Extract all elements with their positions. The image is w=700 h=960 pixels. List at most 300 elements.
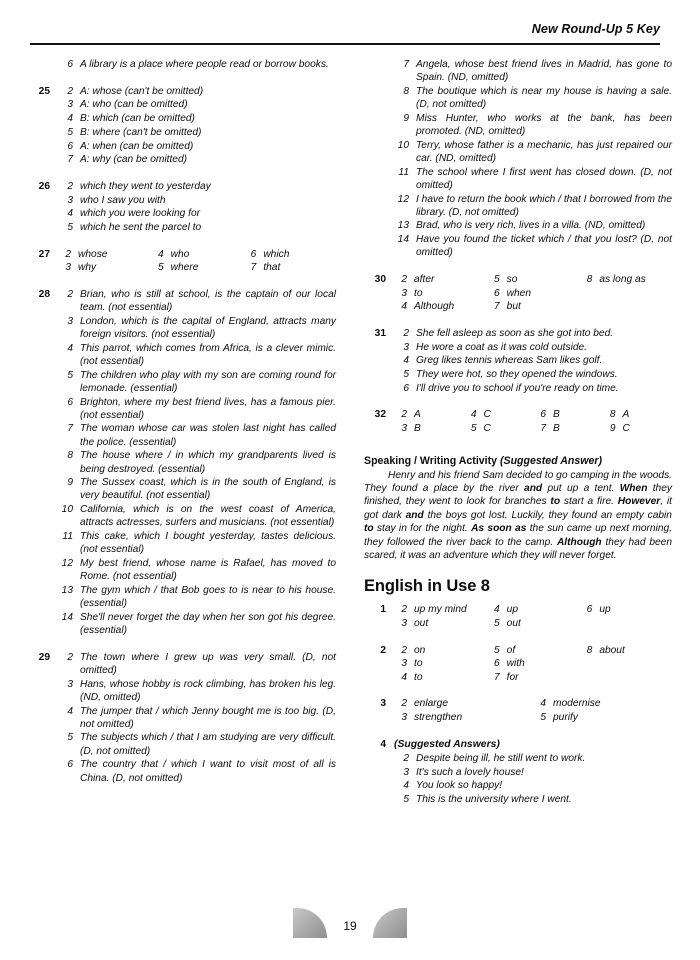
body-columns [0,58,700,820]
answer-item-number: 7 [67,154,73,166]
answer-grid-cell [533,711,672,725]
answer-grid-number: 6 [540,409,546,421]
answer-grid-cell [394,273,487,287]
answer-item-text: She'll never forget the day when her son got his degree. (essential) [80,611,336,636]
answer-item-text: London, which is the capital of England, attracts many foreign visitors. (not essential) [80,315,336,341]
answer-item [394,193,672,219]
answer-item-number: 9 [403,112,409,124]
answer-item-number: 12 [61,557,73,569]
answer-item-number: 2 [67,288,73,300]
right-column [350,58,700,820]
answer-grid [58,248,336,275]
exercise-number: 26 [38,180,50,192]
answer-item-text: A: when (can be omitted) [80,140,194,152]
answer-item [394,58,672,84]
paragraph-emphasis: to [364,523,374,535]
exercise-block [364,738,672,807]
answer-item-number: 5 [67,369,73,381]
answer-item-text: The gym which / that Bob goes to is near to his house. (essential) [80,584,336,610]
answer-item [58,315,336,341]
answer-grid-cell [603,408,673,422]
answer-grid-cell [533,408,603,422]
answer-grid-text: to [414,671,423,683]
exercise-number: 2 [380,644,386,656]
paragraph-emphasis: As soon as [471,523,527,535]
answer-item-text: The jumper that / which Jenny bought me is too big. (D, not omitted) [80,705,336,730]
answer-grid-text: Although [414,301,455,313]
answer-item-number: 2 [67,85,73,97]
answer-grid-cell [151,261,244,275]
answer-grid-text: C [483,422,491,434]
answer-grid-text: out [414,617,429,629]
answer-item-text: which you were looking for [80,208,201,220]
answer-grid-text: that [263,262,281,274]
answer-item-text: Terry, whose father is a mechanic, has just repaired our car. (ND, omitted) [416,139,672,164]
answer-item-text: I'll drive you to school if you're ready on time. [416,382,619,394]
answer-grid-number: 3 [65,262,71,274]
answer-item-number: 7 [403,59,409,70]
answer-grid-text: out [506,617,521,629]
answer-grid-number: 5 [540,711,546,723]
answer-grid-cell [579,273,672,287]
paragraph-text: they had been scared, it was an adventure which they will never forget. [364,536,672,561]
answer-grid-text: up [506,604,518,616]
answer-grid-cell [579,657,672,671]
answer-item-text: The school where I first went has closed down. (D, not omitted) [416,166,672,191]
answer-grid-number: 4 [401,301,407,313]
answer-item-number: 6 [67,396,73,408]
suggested-answers-label: (Suggested Answers) [394,738,500,750]
paragraph-text: they finished, they went to look for branches [364,482,672,508]
answer-item-text: I have to return the book which / that I borrowed from the library. (D, not omitted) [416,193,672,218]
answer-item-text: This cake, which I bought yesterday, tastes delicious. (not essential) [80,531,336,556]
answer-grid-text: strengthen [414,711,463,723]
answer-item-number: 11 [62,531,73,543]
answer-grid-number: 2 [401,604,407,616]
answer-item [58,180,336,193]
answer-item-number: 3 [67,194,73,206]
answer-item [394,793,672,806]
answer-grid-cell [487,657,580,671]
answer-item-number: 8 [67,450,73,462]
answer-grid-cell [487,300,580,314]
exercise-body [386,273,672,314]
answer-item [58,530,336,556]
answer-grid-cell [394,671,487,685]
answer-item-number: 10 [61,504,73,516]
answer-item-text: B: where (can't be omitted) [80,126,202,138]
answer-item [58,758,336,784]
answer-item [394,85,672,111]
answer-item [394,341,672,354]
answer-item-text: It's such a lovely house! [416,766,524,778]
answer-item-number: 4 [67,705,73,717]
answer-item-number: 3 [67,315,73,327]
answer-item [58,126,336,139]
answer-item-text: This parrot, which comes from Africa, is a clever mimic. (not essential) [80,342,336,367]
answer-grid-number: 6 [250,248,257,260]
exercise-number: 28 [38,288,50,300]
answer-item-number: 5 [67,222,73,234]
answer-grid-cell [394,657,487,671]
answer-grid-number: 2 [401,274,407,286]
exercise-block [28,288,336,638]
answer-grid-number: 7 [540,422,546,434]
answer-item-text: Despite being ill, he still went to work. [416,752,586,764]
answer-item-text: The house where / in which my grandparents lived is being destroyed. (essential) [80,450,336,475]
answer-item-number: 4 [403,355,409,367]
answer-item-number: 2 [403,752,409,764]
answer-grid-number: 7 [493,301,500,313]
answer-grid-text: A [414,409,421,421]
answer-grid-text: up my mind [414,604,467,616]
answer-item-text: You look so happy! [416,780,503,792]
exercise-block [28,651,336,786]
speaking-writing-heading [364,454,672,468]
answer-item [394,112,672,138]
answer-item-number: 14 [61,611,73,623]
answer-grid-number: 4 [493,604,500,616]
header-rule [30,43,660,45]
answer-item-text: B: which (can be omitted) [80,113,195,125]
answer-item-number: 3 [403,766,409,778]
continued-exercise-block [28,58,336,72]
answer-grid-cell [487,671,580,685]
answer-grid-number: 4 [470,409,477,421]
answer-item-text: He wore a coat as it was cold outside. [416,341,588,353]
answer-item-text: A: who (can be omitted) [80,99,188,111]
answer-grid-cell [394,644,487,658]
paragraph-emphasis: and [405,509,424,521]
answer-item-text: A: why (can be omitted) [80,154,188,166]
answer-grid-text: why [78,262,97,274]
answer-item-number: 4 [67,342,73,354]
speaking-writing-paragraph [364,469,672,563]
exercise-body [386,644,672,685]
exercise-number: 3 [380,698,386,710]
answer-item-number: 6 [403,382,409,394]
paragraph-emphasis: However [617,496,661,508]
left-continued-items [28,58,336,72]
paragraph-emphasis: Although [556,536,602,548]
continued-exercise-block [364,58,672,260]
answer-grid-cell [394,617,487,631]
answer-grid [394,408,672,435]
exercise-number: 27 [38,248,50,260]
answer-grid-cell [58,261,151,275]
left-column [0,58,350,820]
answer-grid-number: 7 [250,262,257,274]
answer-item [394,752,672,765]
exercise-block [28,85,336,167]
page-number: 19 [343,919,357,933]
answer-grid-cell [464,408,534,422]
exercise-body [386,327,672,396]
answer-grid-number: 8 [609,409,616,421]
answer-grid-cell [394,287,487,301]
answer-grid-text: A [622,409,630,421]
left-exercise-list [28,85,336,786]
exercise-number: 25 [38,85,50,97]
answer-item-number: 5 [403,794,409,806]
answer-item-text: The children who play with my son are coming round for lemonade. (essential) [80,369,336,394]
answer-grid-number: 6 [586,604,593,616]
answer-grid-text: B [414,422,421,434]
answer-item-number: 10 [397,139,409,151]
answer-grid-cell [464,422,534,436]
answer-grid-text: where [170,262,199,274]
answer-item [58,584,336,610]
answer-grid-cell [394,697,533,711]
answer-grid-text: up [599,604,611,616]
answer-grid-number: 3 [401,617,407,629]
answer-item [58,288,336,314]
exercise-number: 30 [374,274,386,286]
answer-item [58,678,336,704]
answer-item [58,58,336,71]
running-head: New Round-Up 5 Key [531,22,660,36]
exercise-block [364,697,672,724]
answer-grid-number: 3 [401,422,407,434]
answer-item [394,779,672,792]
exercise-body [50,248,336,275]
exercise-body [50,288,336,638]
answer-grid-cell [487,617,580,631]
section-title-english-in-use-8: English in Use 8 [364,577,490,596]
answer-grid-cell [394,300,487,314]
answer-item-number: 4 [403,780,409,792]
exercise-block [28,180,336,235]
answer-item-text: Miss Hunter, who works at the bank, has been promoted. (ND, omitted) [416,112,672,138]
exercise-block [364,603,672,630]
answer-grid-text: when [506,287,532,299]
quarter-disc-left-icon [293,908,327,938]
answer-grid-number: 2 [401,409,407,421]
answer-item-number: 6 [67,759,73,771]
answer-item [394,354,672,367]
paragraph-emphasis: When [619,482,648,494]
answer-grid-text: but [506,301,521,313]
answer-grid-text: so [506,274,518,286]
answer-grid-cell [579,603,672,617]
exercise-body [386,697,672,724]
answer-item [58,422,336,448]
answer-grid-number: 5 [493,274,500,286]
answer-item [58,731,336,757]
paragraph-emphasis: to [550,496,561,508]
answer-item-number: 3 [67,99,73,111]
answer-item-text: She fell asleep as soon as she got into bed. [416,327,614,339]
answer-item-number: 5 [403,368,409,380]
answer-grid-text: with [506,658,525,670]
answer-item-number: 8 [403,85,409,97]
answer-grid-cell [579,671,672,685]
exercise-number: 32 [374,409,386,421]
answer-grid-number: 5 [493,617,500,629]
exercise-body [50,85,336,167]
answer-item-number: 2 [67,651,73,663]
answer-item-text: Have you found the ticket which / that you lost? (D, not omitted) [416,234,672,259]
paragraph-text: start a fire. [560,496,618,508]
answer-item [58,369,336,395]
exercise-number: 31 [374,327,386,339]
answer-item [58,98,336,111]
answer-item [58,651,336,677]
answer-grid-cell [533,422,603,436]
answer-grid-cell [151,248,244,262]
answer-item-text: Greg likes tennis whereas Sam likes golf. [416,355,603,367]
answer-grid-cell [243,248,336,262]
answer-item-text: This is the university where I went. [416,794,572,806]
answer-grid-cell [394,408,464,422]
answer-grid-text: which [263,248,290,260]
answer-item-number: 2 [67,180,73,192]
answer-item-number: 5 [67,126,73,138]
english-in-use-exercise-list [364,603,672,806]
answer-grid-text: who [170,248,190,260]
answer-item-text: Brian, who is still at school, is the captain of our local team. (not essential) [80,288,336,314]
answer-grid-number: 6 [493,287,500,299]
right-exercise-list [364,273,672,435]
answer-grid-text: about [599,644,625,656]
answer-item [58,153,336,166]
exercise-block [364,408,672,435]
answer-item [58,207,336,220]
answer-item [394,219,672,232]
exercise-block [364,644,672,685]
continued-exercise-body [386,58,672,260]
paragraph-text: the sun came up next morning, they followed the river back to the camp. [364,523,672,548]
answer-item-text: Brighton, where my best friend lives, has a famous pier. (not essential) [80,396,336,421]
answer-grid-number: 3 [401,287,407,299]
answer-item [58,476,336,502]
answer-grid-number: 5 [157,262,164,274]
answer-item-text: Brad, who is very rich, lives in a villa. (ND, omitted) [416,220,646,232]
answer-grid-number: 5 [470,422,477,434]
answer-grid-text: B [553,409,560,421]
answer-item [58,85,336,98]
answer-item-text: A: whose (can't be omitted) [80,85,204,97]
answer-grid-text: to [414,287,423,299]
answer-item [58,194,336,207]
answer-grid-text: purify [553,711,578,723]
answer-item-number: 2 [403,327,409,339]
answer-item-text: Hans, whose hobby is rock climbing, has broken his leg. (ND, omitted) [80,678,336,703]
answer-item-number: 5 [67,732,73,744]
answer-item-number: 14 [397,234,409,246]
answer-grid-text: modernise [553,698,601,710]
answer-grid-number: 4 [540,698,546,710]
answer-item [58,705,336,731]
answer-item-text: The subjects which / that I am studying are very difficult. (D, not omitted) [80,732,336,757]
answer-item-number: 3 [403,341,409,353]
answer-grid-number: 4 [157,248,164,260]
answer-grid-cell [487,273,580,287]
answer-item-text: The country that / which I want to visit most of all is China. (D, not omitted) [80,759,336,784]
paragraph-text: stay in for the night. [373,523,472,535]
answer-item [394,766,672,779]
answer-grid-cell [579,300,672,314]
answer-grid-text: after [414,274,435,286]
answer-grid-cell [394,422,464,436]
exercise-body [50,180,336,235]
answer-grid [394,273,672,314]
answer-item-number: 13 [397,220,409,232]
answer-grid [394,603,672,630]
quarter-disc-right-icon [373,908,407,938]
answer-grid-number: 3 [401,658,407,670]
exercise-body [386,603,672,630]
exercise-body [386,408,672,435]
answer-grid-text: C [483,409,491,421]
answer-item-text: California, which is on the west coast of America, attracts actresses, surfers and musicians. (not essential) [80,504,336,529]
exercise-number: 4 [380,738,386,750]
answer-grid-number: 6 [493,658,500,670]
answer-item [394,327,672,340]
answer-grid-number: 2 [401,644,407,656]
answer-item-number: 6 [67,140,73,152]
answer-item-number: 13 [61,584,73,596]
answer-item-number: 4 [67,208,73,220]
exercise-number: 1 [380,604,386,616]
speaking-writing-heading-plain: Speaking / Writing Activity [364,454,500,467]
exercise-block [364,327,672,396]
answer-item-text: The boutique which is near my house is having a sale. (D, not omitted) [416,85,672,111]
answer-item-text: which they went to yesterday [80,180,211,192]
answer-grid-text: for [506,671,519,683]
answer-grid-cell [579,287,672,301]
answer-item [394,139,672,165]
answer-grid-text: as long as [599,274,646,286]
exercise-number: 29 [38,651,50,663]
paragraph-text: Henry and his friend Sam decided to go camping in the woods. They found a place by the river [364,469,672,494]
page-footer [0,906,700,946]
answer-grid-cell [394,603,487,617]
answer-item [58,396,336,422]
answer-grid-text: B [553,422,560,434]
answer-item-text: A library is a place where people read or borrow books. [80,59,329,70]
exercise-body [386,738,672,807]
answer-item-text: The woman whose car was stolen last night has called the police. (essential) [80,423,336,448]
answer-item-number: 12 [397,193,409,205]
answer-grid-number: 2 [401,698,407,710]
answer-grid-number: 4 [401,671,407,683]
answer-item [58,503,336,529]
answer-item [58,557,336,583]
answer-grid-text: whose [78,248,108,260]
answer-grid-number: 9 [609,422,616,434]
answer-item [58,342,336,368]
paragraph-emphasis: and [524,482,543,494]
answer-grid-cell [579,617,672,631]
continued-exercise-body [50,58,336,72]
answer-grid-number: 8 [586,644,593,656]
answer-item-number: 3 [67,678,73,690]
answer-item-text: They were hot, so they opened the windows. [416,368,618,380]
answer-item [394,368,672,381]
answer-grid-number: 7 [493,671,500,683]
answer-item [58,140,336,153]
answer-grid-number: 2 [65,248,71,260]
answer-grid-cell [487,287,580,301]
answer-grid-text: enlarge [414,698,448,710]
exercise-body [50,651,336,786]
answer-item-number: 11 [398,166,409,178]
answer-grid-cell [394,711,533,725]
answer-item [394,166,672,192]
answer-item [58,221,336,234]
answer-item-text: who I saw you with [80,194,166,206]
